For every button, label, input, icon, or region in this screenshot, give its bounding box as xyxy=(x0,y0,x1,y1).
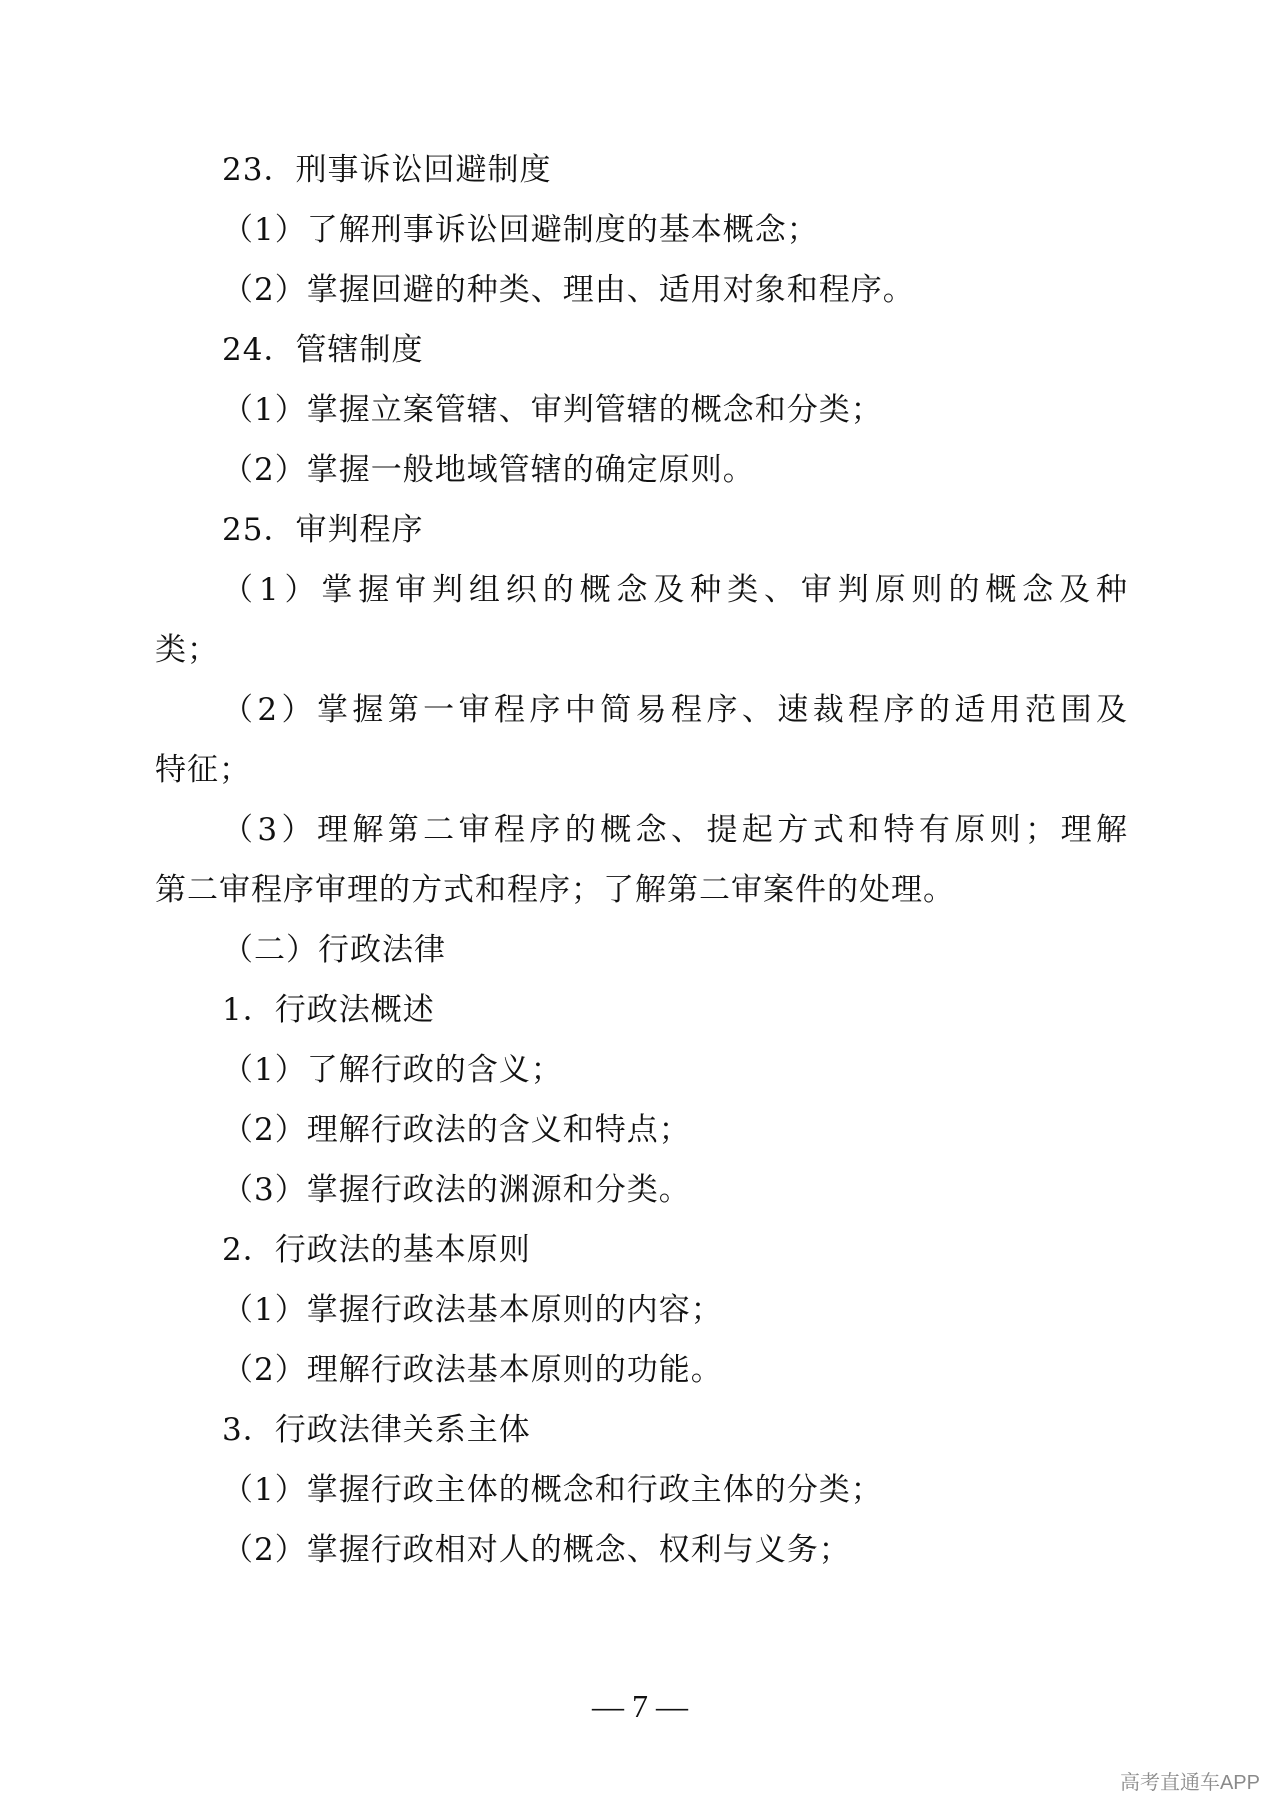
list-item: （1）了解行政的含义； xyxy=(222,1052,563,1088)
page-number: — 7 — xyxy=(592,1688,688,1724)
list-item-continuation: 第二审程序审理的方式和程序；了解第二审案件的处理。 xyxy=(155,872,955,908)
section-heading: 23．刑事诉讼回避制度 xyxy=(222,152,552,188)
list-item: （2）掌握第一审程序中简易程序、速裁程序的适用范围及 xyxy=(222,692,1128,728)
section-heading: 3．行政法律关系主体 xyxy=(222,1412,531,1448)
list-item: （1）掌握行政主体的概念和行政主体的分类； xyxy=(222,1472,883,1508)
section-heading: 25．审判程序 xyxy=(222,512,424,548)
list-item: （1）了解刑事诉讼回避制度的基本概念； xyxy=(222,212,819,248)
list-item: （2）掌握行政相对人的概念、权利与义务； xyxy=(222,1532,851,1568)
list-item-continuation: 类； xyxy=(155,632,219,668)
list-item: （3）理解第二审程序的概念、提起方式和特有原则；理解 xyxy=(222,812,1128,848)
section-heading: 2．行政法的基本原则 xyxy=(222,1232,531,1268)
list-item: （2）掌握一般地域管辖的确定原则。 xyxy=(222,452,755,488)
list-item: （1）掌握审判组织的概念及种类、审判原则的概念及种 xyxy=(222,572,1128,608)
list-item: （3）掌握行政法的渊源和分类。 xyxy=(222,1172,691,1208)
list-item: （1）掌握行政法基本原则的内容； xyxy=(222,1292,723,1328)
list-item-continuation: 特征； xyxy=(155,752,251,788)
section-heading: 1．行政法概述 xyxy=(222,992,435,1028)
list-item: （2）掌握回避的种类、理由、适用对象和程序。 xyxy=(222,272,915,308)
watermark-text: 高考直通车APP xyxy=(1119,1772,1260,1794)
section-heading: 24．管辖制度 xyxy=(222,332,424,368)
list-item: （2）理解行政法的含义和特点； xyxy=(222,1112,691,1148)
list-item: （2）理解行政法基本原则的功能。 xyxy=(222,1352,723,1388)
chapter-heading: （二）行政法律 xyxy=(222,932,446,968)
list-item: （1）掌握立案管辖、审判管辖的概念和分类； xyxy=(222,392,883,428)
